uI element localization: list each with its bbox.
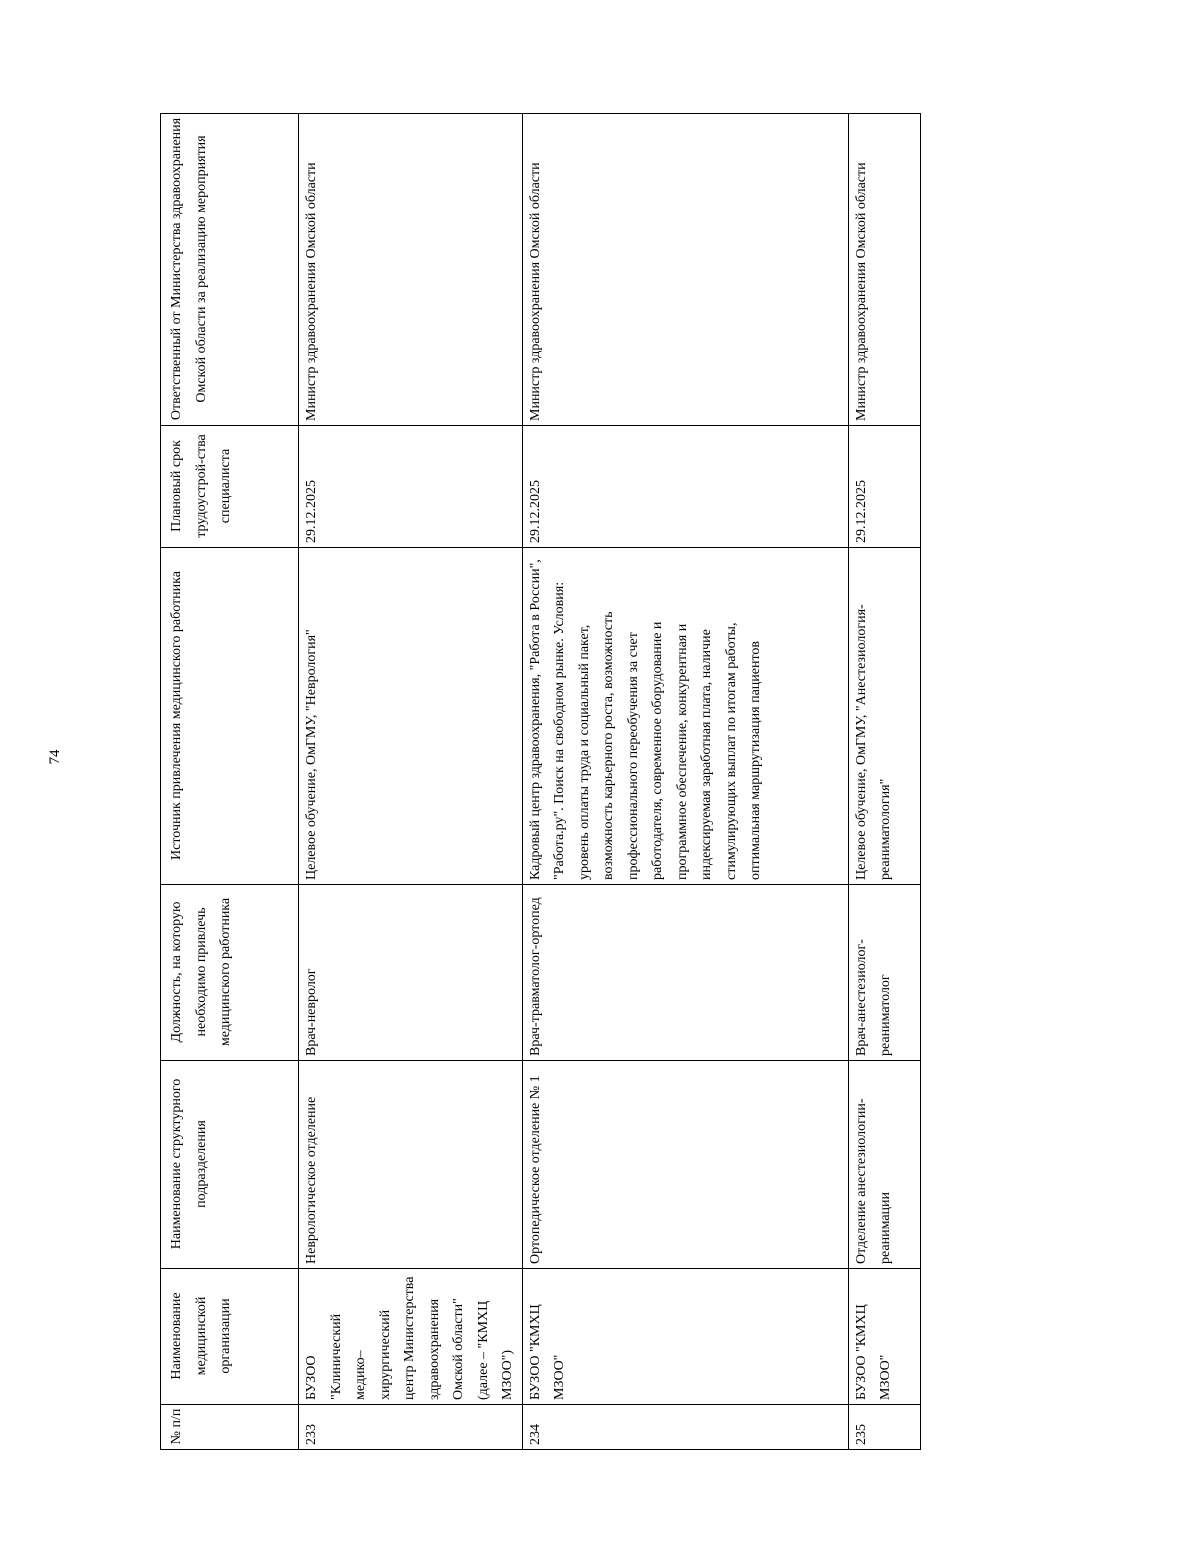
table-row [848, 114, 920, 1450]
cell-unit: Отделение анестезиологии-реанимации [848, 1061, 920, 1269]
cell-unit: Неврологическое отделение [299, 1061, 523, 1269]
cell-org: БУЗОО "КМХЦ МЗОО" [522, 1269, 848, 1405]
cell-org: БУЗОО "Клинический медико–хирургический центр Министерства здравоохранения Омской области" (далее – "КМХЦ МЗОО") [299, 1269, 523, 1405]
cell-org: БУЗОО "КМХЦ МЗОО" [848, 1269, 920, 1405]
cell-source: Целевое обучение, ОмГМУ, "Анестезиология-реаниматология" [848, 548, 920, 885]
cell-num: 233 [299, 1405, 523, 1450]
table-row [522, 114, 848, 1450]
cell-responsible: Министр здравоохранения Омской области [848, 114, 920, 426]
table-row [299, 114, 523, 1450]
cell-responsible: Министр здравоохранения Омской области [522, 114, 848, 426]
cell-position: Врач-анестезиолог-реаниматолог [848, 885, 920, 1061]
staffing-table [160, 113, 921, 1450]
table-header-row [161, 114, 299, 1450]
table-container [160, 114, 893, 1450]
cell-position: Врач-травматолог-ортопед [522, 885, 848, 1061]
cell-unit: Ортопедическое отделение № 1 [522, 1061, 848, 1269]
cell-num: 235 [848, 1405, 920, 1450]
cell-source: Кадровый центр здравоохранения, "Работа в России", "Работа.ру". Поиск на свободном рынке. Условия: уровень оплаты труда и социальный пакет, возможность карьерного роста, возможность профессионального переобучения за счет работодателя, современное оборудование и программное обеспечение, конкурентная и индексируемая заработная плата, наличие стимулирующих выплат по итогам работы, оптимальная маршрутизация пациентов [522, 548, 848, 885]
page-number: 74 [47, 749, 63, 765]
header-source: Источник привлечения медицинского работника [161, 548, 299, 885]
cell-position: Врач-невролог [299, 885, 523, 1061]
cell-num: 234 [522, 1405, 848, 1450]
cell-source: Целевое обучение, ОмГМУ, "Неврология" [299, 548, 523, 885]
cell-date: 29.12.2025 [299, 426, 523, 548]
header-org: Наименование медицинской организации [161, 1269, 299, 1405]
cell-date: 29.12.2025 [848, 426, 920, 548]
cell-date: 29.12.2025 [522, 426, 848, 548]
header-num: № п/п [161, 1405, 299, 1450]
header-position: Должность, на которую необходимо привлечь медицинского работника [161, 885, 299, 1061]
header-date: Плановый срок трудоустрой-ства специалиста [161, 426, 299, 548]
cell-responsible: Министр здравоохранения Омской области [299, 114, 523, 426]
header-unit: Наименование структурного подразделения [161, 1061, 299, 1269]
header-responsible: Ответственный от Министерства здравоохранения Омской области за реализацию мероприятия [161, 114, 299, 426]
